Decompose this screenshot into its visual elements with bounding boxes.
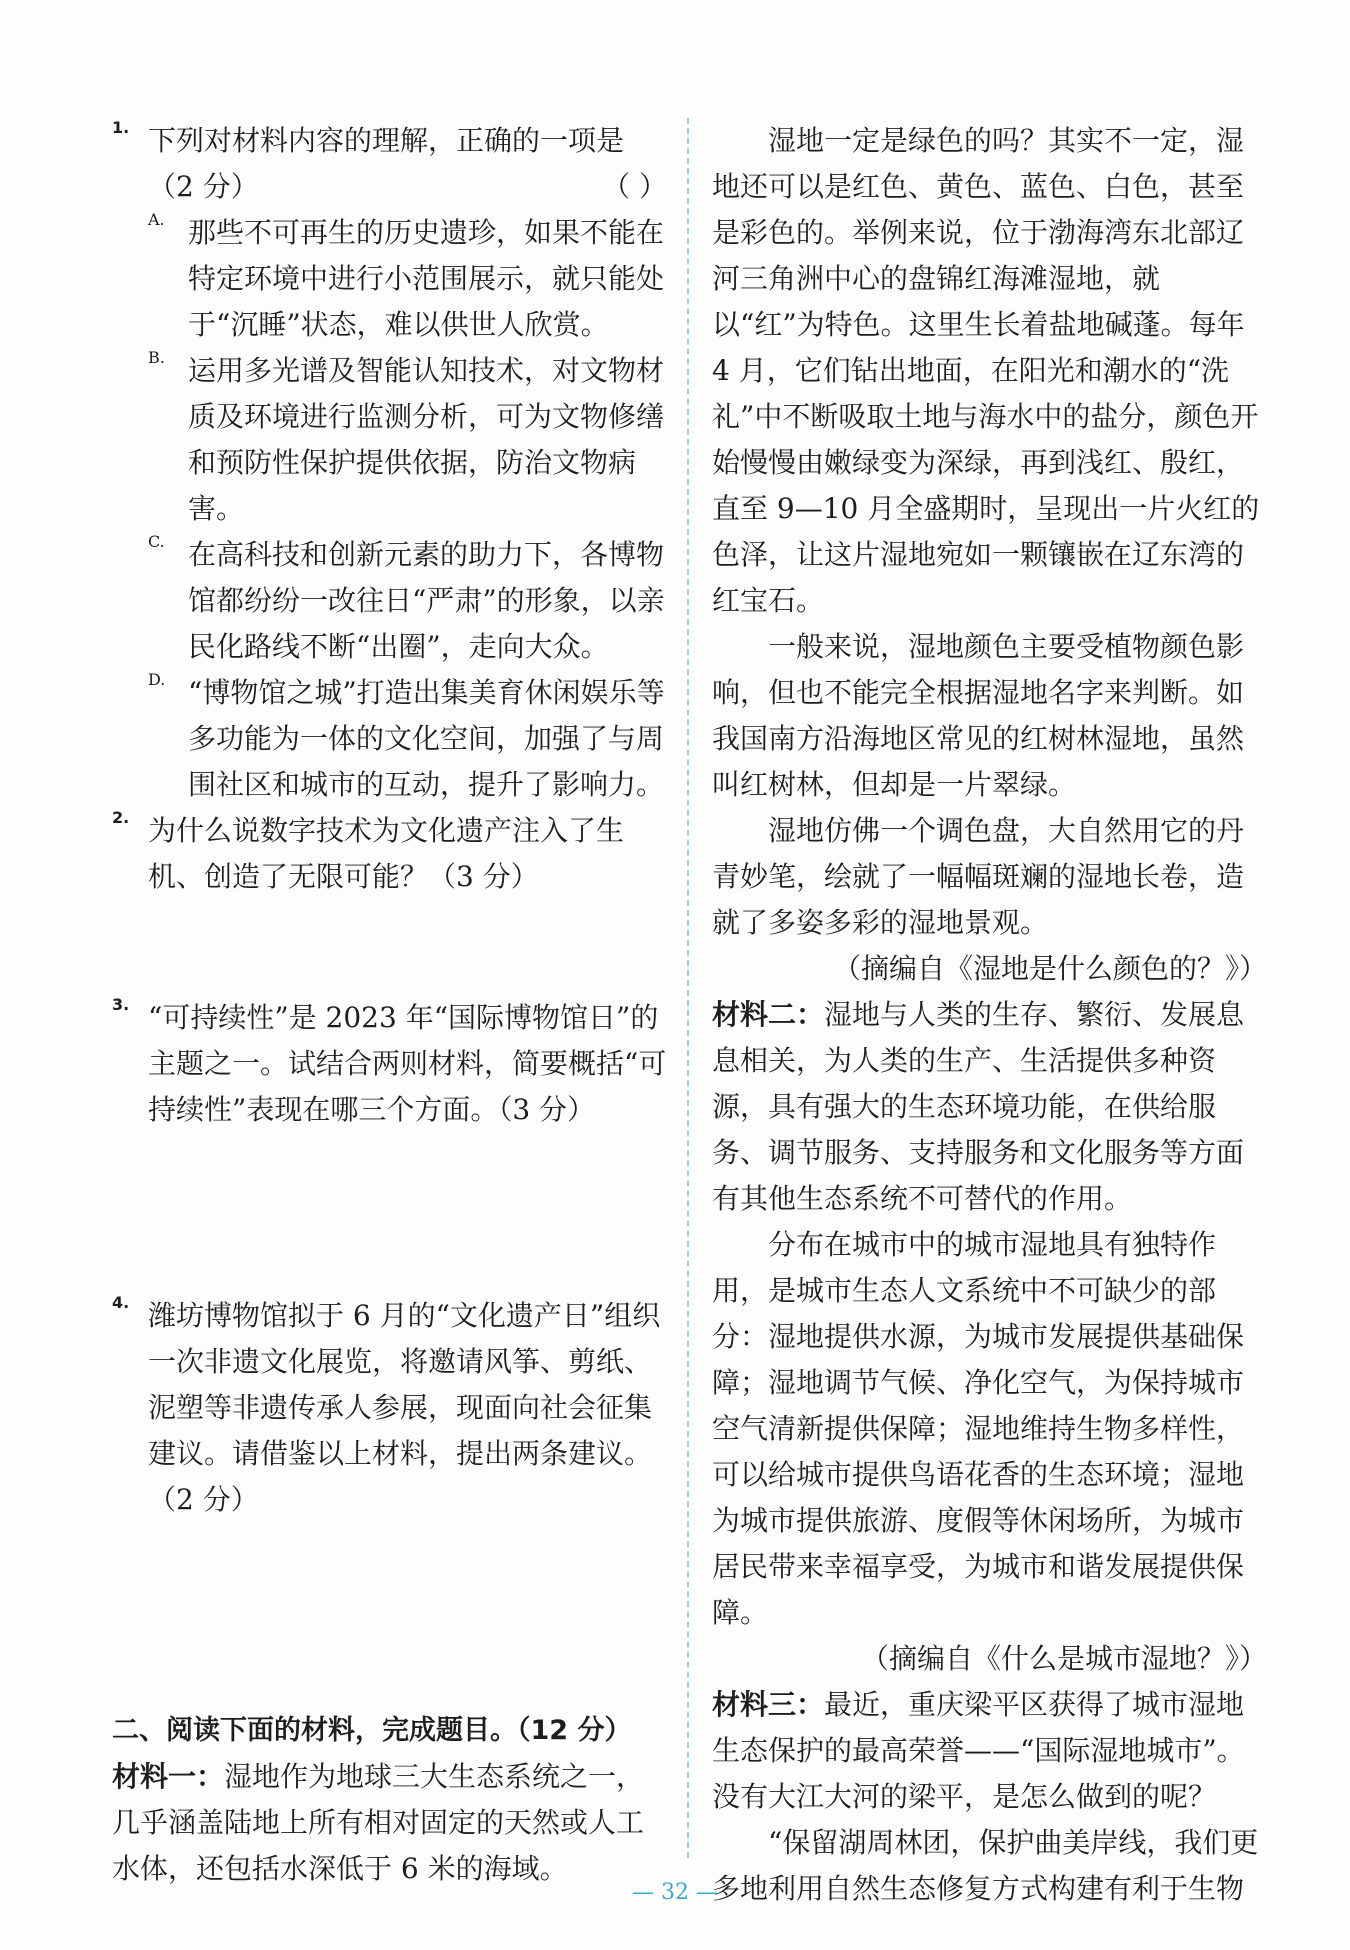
option-text: “博物馆之城”打造出集美育休闲娱乐等多功能为一体的文化空间，加强了与周围社区和城市的互动，提升了影响力。: [188, 676, 665, 801]
question-stem: 下列对材料内容的理解，正确的一项是: [148, 124, 625, 157]
option-label: D.: [148, 670, 166, 689]
question-text: 为什么说数字技术为文化遗产注入了生机、创造了无限可能？（3 分）: [148, 814, 625, 893]
question-points: （2 分）: [148, 170, 259, 203]
left-column: [112, 118, 667, 1892]
answer-space[interactable]: [112, 900, 667, 995]
material-tag: 材料二：: [712, 998, 825, 1031]
right-column: [712, 118, 1267, 1912]
question-text: 潍坊博物馆拟于 6 月的“文化遗产日”组织一次非遗文化展览，将邀请风筝、剪纸、泥塑等非遗传承人参展，现面向社会征集建议。请借鉴以上材料，提出两条建议。（2 分）: [148, 1299, 661, 1516]
source-citation: （摘编自《什么是城市湿地？》）: [860, 1642, 1267, 1675]
material-tag: 材料一：: [112, 1760, 225, 1793]
question-4: [112, 1293, 667, 1523]
material-text: 湿地作为地球三大生态系统之一，几乎涵盖陆地上所有相对固定的天然或人工水体，还包括水深低于 6 米的海域。: [112, 1760, 645, 1885]
paragraph: 湿地一定是绿色的吗？其实不一定，湿地还可以是红色、黄色、蓝色、白色，甚至是彩色的。举例来说，位于渤海湾东北部辽河三角洲中心的盘锦红海滩湿地，就以“红”为特色。这里生长着盐地碱蓬。每年 4 月，它们钻出地面，在阳光和潮水的“洗礼”中不断吸取土地与海水中的盐分，颜色开始慢慢由嫩绿变为深绿，再到浅红、殷红，直至 9—10 月全盛期时，呈现出一片火红的色泽，让这片湿地宛如一颗镶嵌在辽东湾的红宝石。: [712, 124, 1260, 617]
option-label: B.: [148, 348, 165, 367]
material-tag: 材料三：: [712, 1688, 825, 1721]
option-text: 在高科技和创新元素的助力下，各博物馆都纷纷一改往日“严肃”的形象，以亲民化路线不断“出圈”，走向大众。: [188, 538, 665, 663]
option-d: [148, 670, 667, 808]
answer-space[interactable]: [112, 1133, 667, 1293]
material-one: [112, 1754, 667, 1892]
option-label: C.: [148, 532, 165, 551]
question-2: [112, 808, 667, 900]
question-number: 3.: [112, 995, 130, 1014]
option-b: [148, 348, 667, 532]
option-a: [148, 210, 667, 348]
column-divider: [687, 118, 689, 1858]
paragraph: 湿地仿佛一个调色盘，大自然用它的丹青妙笔，绘就了一幅幅斑斓的湿地长卷，造就了多姿多彩的湿地景观。: [712, 814, 1245, 939]
material-three: [712, 1682, 1267, 1820]
answer-space[interactable]: [112, 1523, 667, 1708]
question-points-row: [148, 164, 667, 210]
answer-bracket: （ ）: [602, 170, 667, 203]
paragraph: “保留湖周林团，保护曲美岸线，我们更多地利用自然生态修复方式构建有利于生物: [712, 1826, 1259, 1905]
material-two: [712, 992, 1267, 1222]
material-text: 最近，重庆梁平区获得了城市湿地生态保护的最高荣誉——“国际湿地城市”。没有大江大河的梁平，是怎么做到的呢？: [712, 1688, 1245, 1813]
question-number: 2.: [112, 808, 130, 827]
source-citation: （摘编自《湿地是什么颜色的？》）: [832, 952, 1267, 985]
paragraph: 分布在城市中的城市湿地具有独特作用，是城市生态人文系统中不可缺少的部分：湿地提供水源，为城市发展提供基础保障；湿地调节气候、净化空气，为保持城市空气清新提供保障；湿地维持生物多样性，可以给城市提供鸟语花香的生态环境；湿地为城市提供旅游、度假等休闲场所，为城市居民带来幸福享受，为城市和谐发展提供保障。: [712, 1228, 1245, 1629]
question-number: 1.: [112, 118, 130, 137]
paragraph: 一般来说，湿地颜色主要受植物颜色影响，但也不能完全根据湿地名字来判断。如我国南方沿海地区常见的红树林湿地，虽然叫红树林，但却是一片翠绿。: [712, 630, 1245, 801]
option-c: [148, 532, 667, 670]
section-title: 二、阅读下面的材料，完成题目。（12 分）: [112, 1715, 632, 1746]
material-text: 湿地与人类的生存、繁衍、发展息息相关，为人类的生产、生活提供多种资源，具有强大的生态环境功能，在供给服务、调节服务、支持服务和文化服务等方面有其他生态系统不可替代的作用。: [712, 998, 1245, 1215]
question-number: 4.: [112, 1293, 130, 1312]
option-text: 那些不可再生的历史遗珍，如果不能在特定环境中进行小范围展示，就只能处于“沉睡”状态，难以供世人欣赏。: [188, 216, 665, 341]
page-number: — 32 —: [632, 1880, 718, 1905]
question-3: [112, 995, 667, 1133]
option-text: 运用多光谱及智能认知技术，对文物材质及环境进行监测分析，可为文物修缮和预防性保护提供依据，防治文物病害。: [188, 354, 665, 525]
question-1: [112, 118, 667, 808]
option-label: A.: [148, 210, 165, 229]
question-text: “可持续性”是 2023 年“国际博物馆日”的主题之一。试结合两则材料，简要概括“可持续性”表现在哪三个方面。（3 分）: [148, 1001, 667, 1126]
